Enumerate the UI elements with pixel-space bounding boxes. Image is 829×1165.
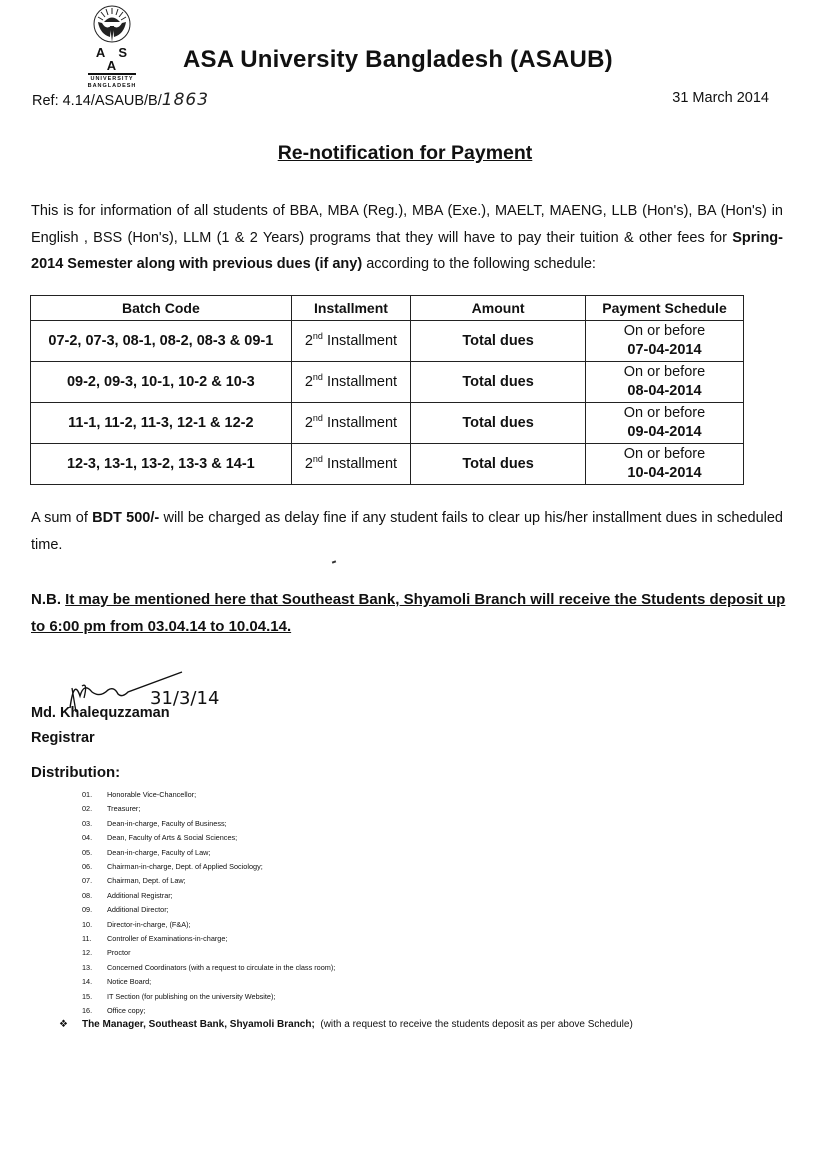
signer-designation: Registrar	[31, 730, 95, 746]
list-item-text: Proctor	[107, 948, 131, 958]
list-item-number: 11.	[82, 934, 92, 944]
list-item-number: 02.	[82, 804, 93, 814]
bank-distribution-item	[59, 1019, 633, 1030]
list-item	[82, 874, 335, 888]
installment-cell	[291, 321, 411, 362]
nota-bene	[31, 586, 791, 640]
nb-prefix: N.B.	[31, 591, 66, 608]
scan-speck	[332, 560, 336, 563]
list-item-text: Additional Registrar;	[107, 890, 173, 900]
payment-schedule-table	[30, 295, 744, 485]
list-item	[82, 831, 335, 845]
list-item-number: 05.	[82, 847, 93, 857]
reference-number	[32, 90, 209, 110]
header-installment: Installment	[291, 296, 411, 321]
installment-cell	[291, 362, 411, 403]
batch-code-cell: 12-3, 13-1, 13-2, 13-3 & 14-1	[31, 444, 292, 485]
installment-label: Installment	[322, 455, 398, 472]
list-item	[82, 846, 335, 860]
table-row	[31, 362, 744, 403]
list-item	[82, 918, 335, 932]
installment-ordinal: nd	[312, 453, 323, 464]
list-item-number: 09.	[82, 905, 93, 915]
list-item-number: 10.	[82, 919, 93, 929]
schedule-prefix: On or before	[623, 405, 706, 421]
schedule-cell	[585, 321, 743, 362]
list-item	[82, 946, 335, 960]
list-item-number: 12.	[82, 948, 93, 958]
distribution-heading: Distribution:	[31, 764, 121, 781]
bank-recipient: The Manager, Southeast Bank, Shyamoli Branch;	[81, 1019, 315, 1030]
schedule-cell	[585, 403, 743, 444]
schedule-cell	[585, 362, 743, 403]
university-logo	[84, 4, 140, 89]
fine-text-1: A sum of	[31, 510, 93, 526]
fine-text-2: will be charged as delay fine if any student fails to clear up his/her installment dues in scheduled time.	[31, 510, 783, 553]
list-item-text: Dean-in-charge, Faculty of Business;	[107, 818, 227, 828]
header-payment-schedule: Payment Schedule	[585, 296, 743, 321]
signature-date: 31/3/14	[150, 688, 220, 709]
fine-amount: BDT 500/-	[92, 510, 160, 526]
schedule-prefix: On or before	[623, 364, 706, 380]
installment-cell	[291, 444, 411, 485]
installment-label: Installment	[322, 332, 398, 349]
list-item-text: Dean, Faculty of Arts & Social Sciences;	[107, 833, 238, 843]
list-item	[82, 975, 335, 989]
installment-number: 2	[304, 414, 313, 431]
subject-heading: Re-notification for Payment	[277, 142, 533, 164]
list-item-text: Office copy;	[107, 1006, 146, 1016]
bank-request: (with a request to receive the students deposit as per above Schedule)	[314, 1019, 633, 1030]
installment-cell	[291, 403, 411, 444]
installment-ordinal: nd	[312, 412, 323, 423]
logo-acronym: A S A	[95, 45, 133, 73]
list-item-number: 06.	[82, 862, 93, 872]
list-item-number: 03.	[82, 818, 93, 828]
installment-label: Installment	[322, 414, 398, 431]
intro-paragraph	[31, 198, 783, 278]
logo-line1: UNIVERSITY	[90, 76, 134, 82]
intro-text-1: This is for information of all students of BBA, MBA (Reg.), MBA (Exe.), MAELT, MAENG, LLB (Hon's), BA (Hon's) in English , BSS (Hon's), LLM (1 & 2 Years) programs that they will have to pay their tuition & other fees for	[31, 203, 783, 246]
table-row	[31, 403, 744, 444]
list-item-text: Concerned Coordinators (with a request to circulate in the class room);	[107, 962, 336, 972]
list-item-text: Controller of Examinations-in-charge;	[107, 934, 228, 944]
logo-rule	[88, 73, 136, 75]
list-item	[82, 1004, 335, 1018]
signer-name: Md. Khalequzzaman	[31, 705, 170, 721]
list-item-text: IT Section (for publishing on the university Website);	[107, 991, 276, 1001]
header-amount: Amount	[411, 296, 586, 321]
schedule-date: 10-04-2014	[627, 465, 702, 481]
list-item-number: 15.	[82, 991, 93, 1001]
list-item-text: Treasurer;	[107, 804, 141, 814]
table-row	[31, 321, 744, 362]
list-item-number: 04.	[82, 833, 93, 843]
list-item	[82, 903, 335, 917]
distribution-list	[82, 788, 335, 1019]
list-item-number: 14.	[82, 977, 93, 987]
list-item	[82, 817, 335, 831]
schedule-date: 07-04-2014	[627, 342, 702, 358]
schedule-prefix: On or before	[623, 323, 706, 339]
nb-text: It may be mentioned here that Southeast Bank, Shyamoli Branch will receive the Students deposit up to 6:00 pm from 03.04.14 to 10.04.14.	[31, 591, 786, 635]
installment-number: 2	[304, 373, 313, 390]
list-item-number: 08.	[82, 890, 93, 900]
batch-code-cell: 07-2, 07-3, 08-1, 08-2, 08-3 & 09-1	[31, 321, 292, 362]
list-item-text: Dean-in-charge, Faculty of Law;	[107, 847, 211, 857]
installment-ordinal: nd	[312, 371, 323, 382]
list-item-text: Honorable Vice-Chancellor;	[107, 790, 197, 799]
list-item-text: Notice Board;	[107, 977, 152, 987]
amount-cell: Total dues	[411, 403, 586, 444]
list-item	[82, 961, 335, 975]
schedule-prefix: On or before	[623, 446, 706, 462]
batch-code-cell: 11-1, 11-2, 11-3, 12-1 & 12-2	[31, 403, 292, 444]
batch-code-cell: 09-2, 09-3, 10-1, 10-2 & 10-3	[31, 362, 292, 403]
list-item	[82, 932, 335, 946]
header-batch-code: Batch Code	[31, 296, 292, 321]
table-row	[31, 444, 744, 485]
logo-line2: BANGLADESH	[87, 83, 137, 89]
list-item	[82, 802, 335, 816]
university-name: ASA University Bangladesh (ASAUB)	[183, 46, 613, 73]
intro-text-2: according to the following schedule:	[362, 256, 596, 272]
list-item	[82, 860, 335, 874]
installment-ordinal: nd	[312, 330, 323, 341]
letter-date: 31 March 2014	[672, 90, 769, 106]
list-item-number: 13.	[82, 962, 93, 972]
installment-number: 2	[304, 332, 313, 349]
reference-handwritten-number: 1863	[161, 90, 210, 110]
diamond-bullet-icon: ❖	[59, 1019, 68, 1030]
list-item-number: 16.	[82, 1006, 93, 1016]
delay-fine-paragraph	[31, 505, 783, 558]
list-item	[82, 889, 335, 903]
list-item	[82, 788, 335, 802]
list-item	[82, 990, 335, 1004]
installment-label: Installment	[322, 373, 398, 390]
amount-cell: Total dues	[411, 444, 586, 485]
table-header-row	[31, 296, 744, 321]
intro-text-bold: Spring-2014 Semester along with previous dues (if any)	[31, 229, 783, 272]
list-item-number: 01.	[82, 790, 93, 799]
list-item-text: Chairman-in-charge, Dept. of Applied Sociology;	[107, 862, 263, 872]
amount-cell: Total dues	[411, 362, 586, 403]
schedule-date: 08-04-2014	[627, 383, 702, 399]
asa-emblem-icon	[92, 4, 132, 44]
reference-prefix: Ref: 4.14/ASAUB/B/	[32, 93, 162, 109]
list-item-number: 07.	[82, 876, 93, 886]
list-item-text: Chairman, Dept. of Law;	[107, 876, 186, 886]
list-item-text: Director-in-charge, (F&A);	[107, 919, 191, 929]
amount-cell: Total dues	[411, 321, 586, 362]
installment-number: 2	[304, 455, 313, 472]
schedule-date: 09-04-2014	[627, 424, 702, 440]
schedule-cell	[585, 444, 743, 485]
list-item-text: Additional Director;	[107, 905, 169, 915]
